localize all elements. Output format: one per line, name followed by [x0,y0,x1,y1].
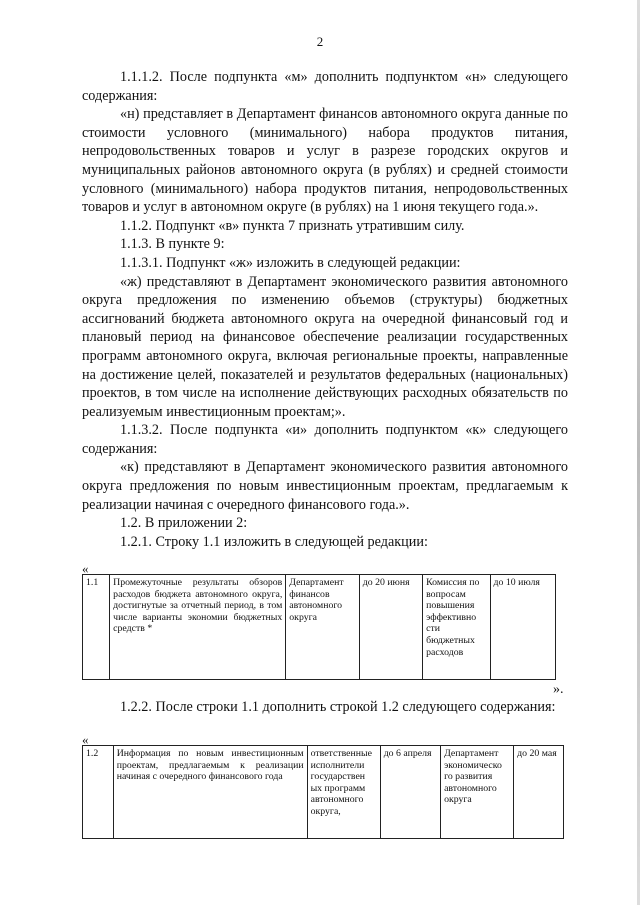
row-deadline-1: до 20 июня [359,575,422,680]
row-description: Промежуточные результаты обзоров расходов бюджета автономного округа, достигнутые за отчетный период, в том числе варианты экономии бюджетных средств * [110,575,286,680]
row-recipient: Комиссия по вопросам повышения эффективно сти бюджетных расходов [423,575,490,680]
table-row [83,746,564,839]
quote-open: « [82,732,89,747]
row-number: 1.1 [83,575,110,680]
quote-close: ». [553,682,564,697]
table-row [83,575,556,680]
row-recipient: Департамент экономическо го развития автономного округа [441,746,514,839]
paragraph: 1.2.1. Строку 1.1 изложить в следующей редакции: [120,533,428,550]
paragraph: «к) представляют в Департамент экономического развития автономного округа предложения по новым инвестиционным проектам, предлагаемым к реализации начиная с очередного финансового года.». [82,459,568,513]
quote-open: « [82,561,89,576]
paragraph: 1.2. В приложении 2: [120,515,248,532]
body-text-top [82,68,568,551]
paragraph: «н) представляет в Департамент финансов автономного округа данные по стоимости условного (минимального) набора продуктов питания, непродовольственных товаров и услуг в разрезе городских округов и муниципальных районов автономного округа (в рублях) и средней стоимости условного (минимального) набора продуктов питания, непродовольственных товаров и услуг в автономном округе (в рублях) на 1 июня текущего года.». [82,106,568,216]
body-text-bottom [82,698,568,717]
page-number: 2 [316,34,324,49]
paragraph: 1.1.3.2. После подпункта «и» дополнить подпунктом «к» следующего содержания: [82,422,568,457]
table-row-1-1 [82,574,556,680]
row-description: Информация по новым инвестиционным проектам, предлагаемым к реализации начиная с очередного финансового года [113,746,307,839]
paragraph: 1.2.2. После строки 1.1 дополнить строкой 1.2 следующего содержания: [120,699,556,715]
row-number: 1.2 [83,746,114,839]
table-row-1-2 [82,745,564,839]
paragraph: 1.1.2. Подпункт «в» пункта 7 признать утратившим силу. [120,217,465,234]
row-responsible: Департамент финансов автономного округа [286,575,359,680]
row-deadline-2: до 10 июля [490,575,555,680]
paragraph: «ж) представляют в Департамент экономического развития автономного округа предложения по изменению объемов (структуры) бюджетных ассигнований бюджета автономного округа на очередной финансовый год и плановый период на финансовое обеспечение реализации государственных программ автономного округа, включая региональные проекты, направленные на достижение целей, показателей и результатов федеральных (национальных) проектов, в том числе на исполнение действующих расходных обязательств по реализуемым инвестиционным проектам;». [82,273,568,420]
row-deadline-1: до 6 апреля [380,746,440,839]
row-responsible: ответственные исполнители государствен ых программ автономного округа, [307,746,380,839]
row-deadline-2: до 20 мая [514,746,564,839]
paragraph: 1.1.3.1. Подпункт «ж» изложить в следующей редакции: [120,254,461,271]
paragraph: 1.1.1.2. После подпункта «м» дополнить подпунктом «н» следующего содержания: [82,69,568,104]
paragraph: 1.1.3. В пункте 9: [120,236,225,253]
